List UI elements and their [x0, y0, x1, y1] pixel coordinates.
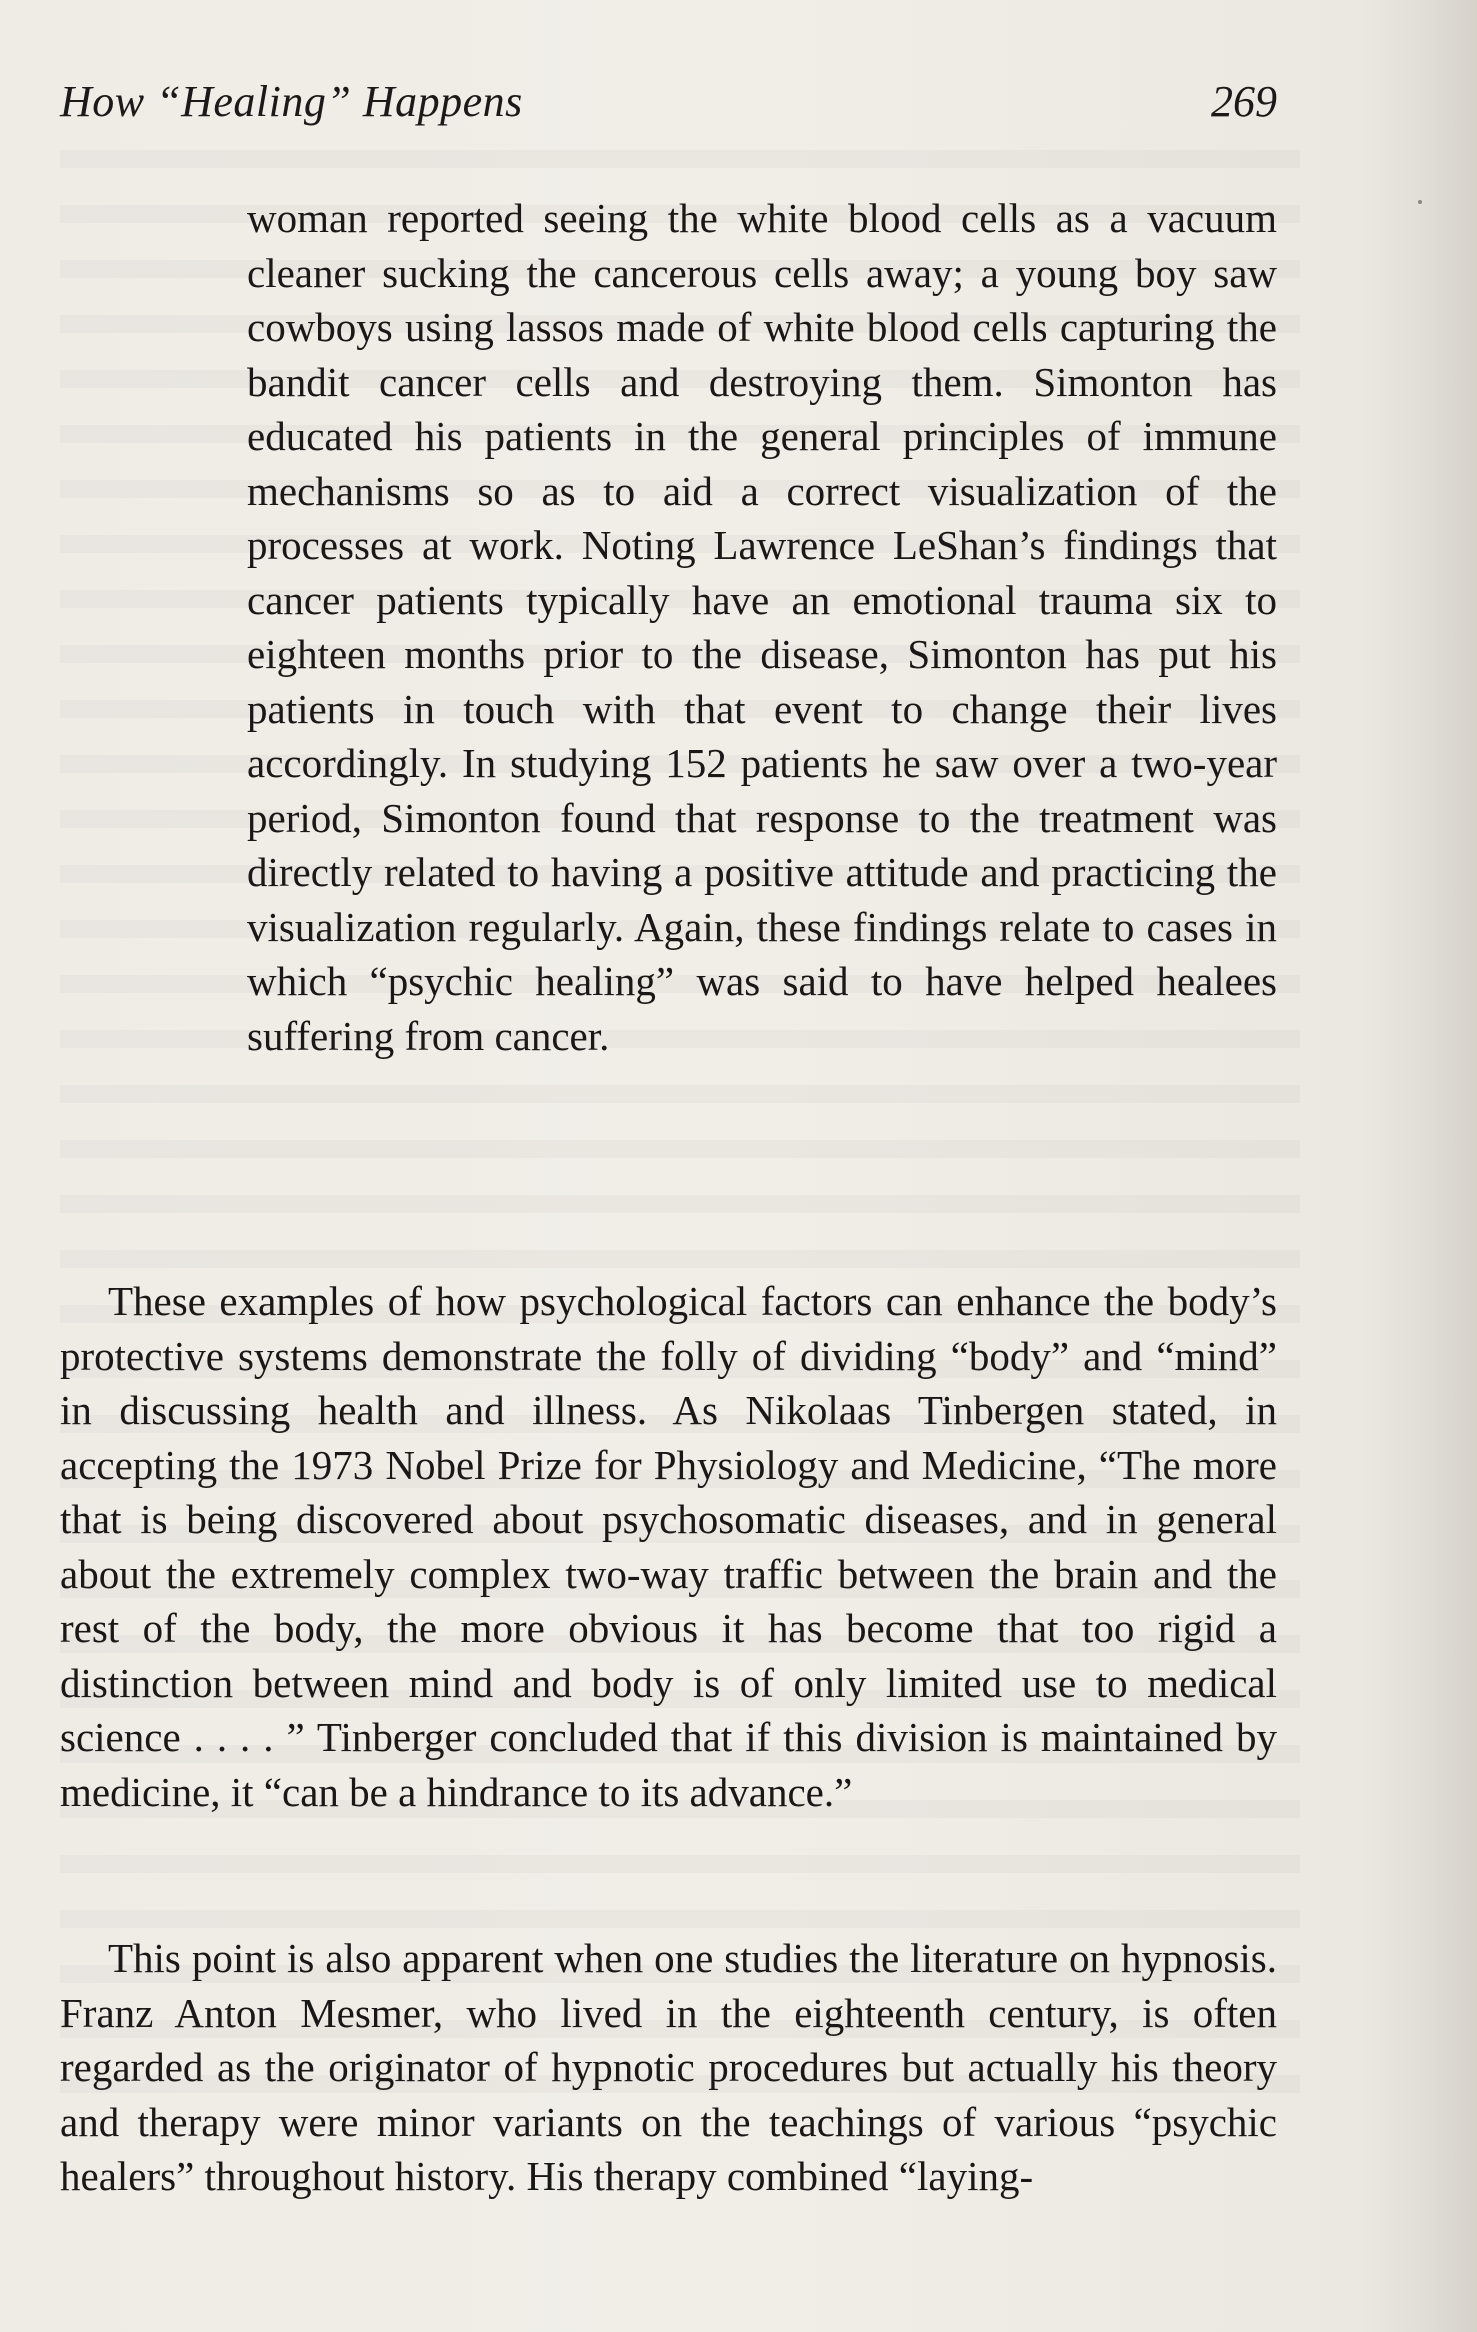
page-number: 269: [1211, 77, 1277, 126]
running-title: How “Healing” Happens: [60, 77, 523, 126]
indented-quote-block: woman reported seeing the white blood cells as a vacuum cleaner sucking the cancerous cells away; a young boy saw cowboys using lassos made of white blood cells capturing the bandit cancer cells and destroying them. Simonton has educated his patients in the general principles of immune mechanisms so as to aid a correct visualization of the processes at work. Noting Lawrence LeShan’s findings that cancer patients typically have an emotional trauma six to eighteen months prior to the disease, Simonton has put his patients in touch with that event to change their lives accordingly. In studying 152 patients he saw over a two-year period, Simonton found that response to the treatment was directly related to having a positive attitude and practicing the visualization regularly. Again, these findings relate to cases in which “psychic healing” was said to have helped healees suffering from cancer.: [247, 195, 1277, 1059]
body-paragraph: These examples of how psychological factors can enhance the body’s protective systems demonstrate the folly of dividing “body” and “mind” in discussing health and illness. As Nikolaas Tinbergen stated, in accepting the 1973 Nobel Prize for Physiology and Medicine, “The more that is being discovered about psychosomatic diseases, and in general about the extremely complex two-way traffic between the brain and the rest of the body, the more obvious it has become that too rigid a distinction between mind and body is of only limited use to medical science . . . . ” Tinberger concluded that if this division is maintained by medicine, it “can be a hindrance to its advance.”: [60, 1278, 1277, 1815]
body-paragraph: This point is also apparent when one studies the literature on hypnosis. Franz Anton Mesmer, who lived in the eighteenth century, is often regarded as the originator of hypnotic procedures but actually his theory and therapy were minor variants on the teachings of various “psychic healers” throughout history. His therapy combined “laying-: [60, 1935, 1277, 2199]
page-header: [60, 72, 1277, 132]
paper-speck: [1418, 200, 1422, 204]
